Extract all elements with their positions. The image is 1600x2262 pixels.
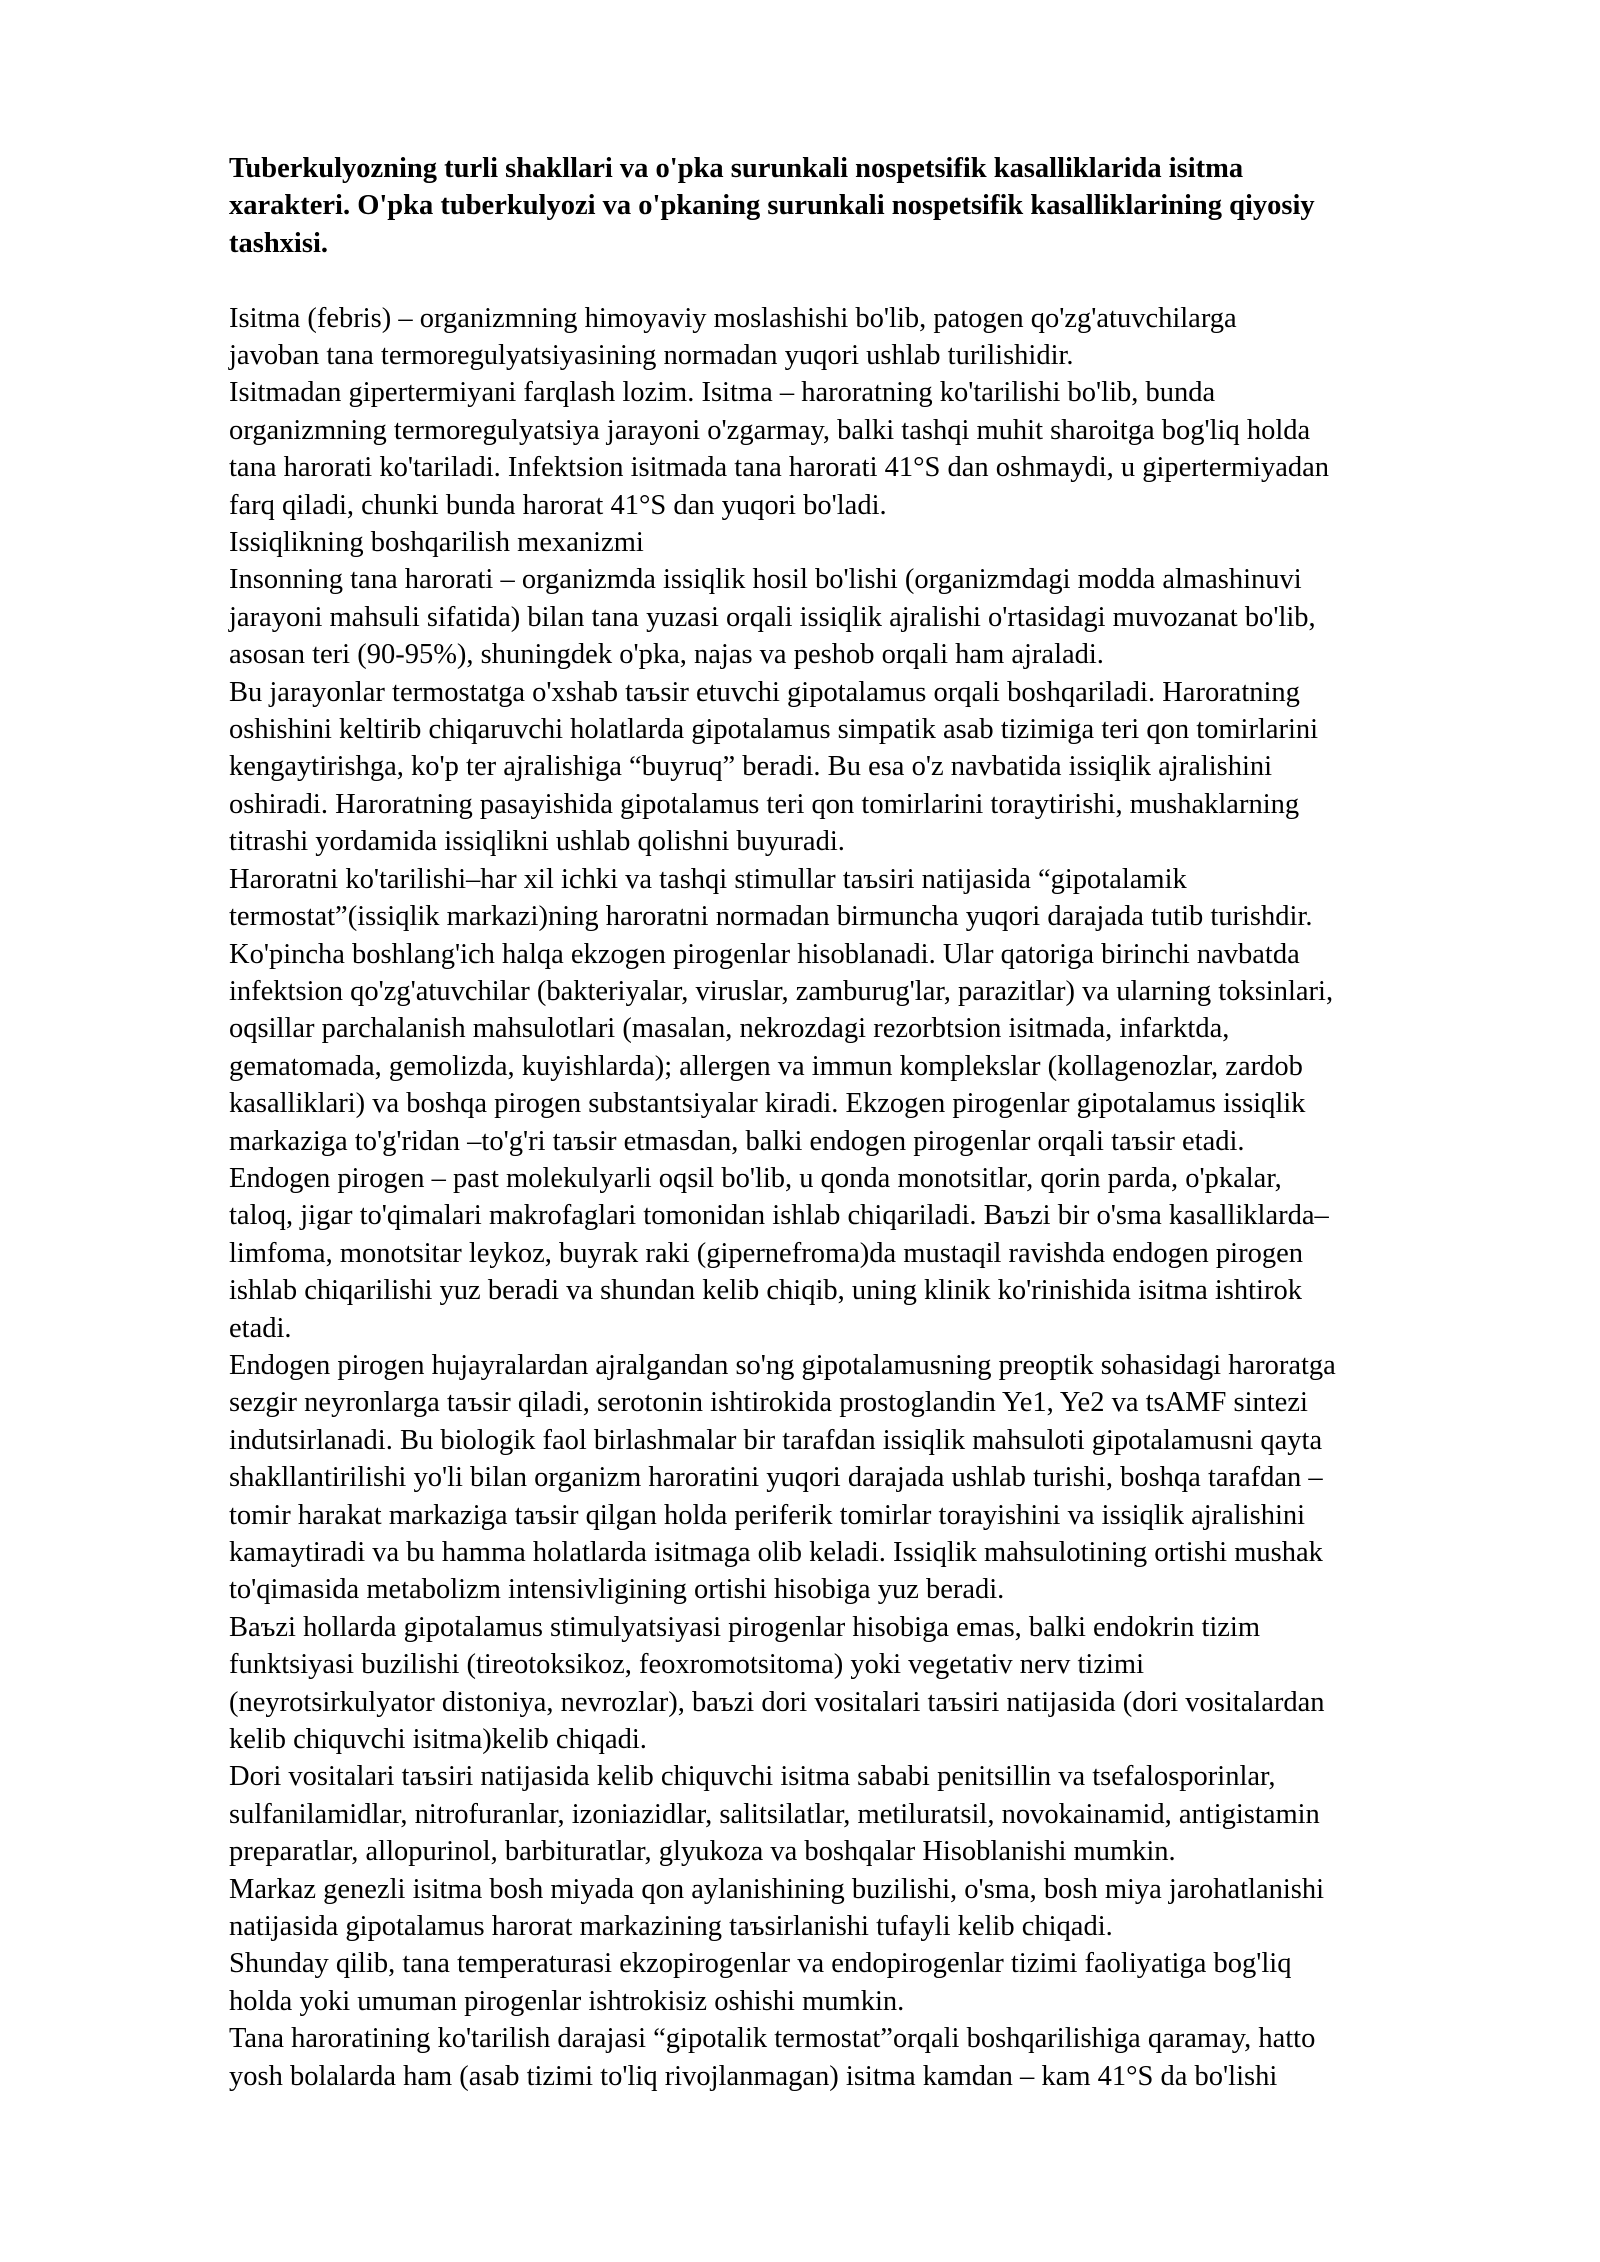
title-line: Tuberkulyozning turli shakllari va o'pka surunkali nospetsifik kasalliklarida isitma <box>229 153 1244 184</box>
body-text-line: Endogen pirogen hujayralardan ajralgandan so'ng gipotalamusning preoptik sohasidagi haroratga <box>229 1349 1336 1381</box>
body-text-line: Isitmadan gipertermiyani farqlash lozim. Isitma – haroratning ko'tarilishi bo'lib, bunda <box>229 377 1216 409</box>
body-text-line: gematomada, gemolizda, kuyishlarda); allergen va immun komplekslar (kollagenozlar, zardob <box>229 1050 1303 1082</box>
body-text-line: Shunday qilib, tana temperaturasi ekzopirogenlar va endopirogenlar tizimi faoliyatiga bog'liq <box>229 1948 1292 1980</box>
body-text-line: kamaytiradi va bu hamma holatlarda isitmaga olib keladi. Issiqlik mahsulotining ortishi mushak <box>229 1537 1323 1569</box>
body-text-line: markaziga to'g'ridan –to'g'ri taъsir etmasdan, balki endogen pirogenlar orqali taъsir etadi. <box>229 1125 1245 1157</box>
body-text-line: oqsillar parchalanish mahsulotlari (masalan, nekrozdagi rezorbtsion isitmada, infarktda, <box>229 1013 1230 1045</box>
body-text-line: infektsion qo'zg'atuvchilar (bakteriyalar, viruslar, zamburug'lar, parazitlar) va ularning toksinlari, <box>229 975 1334 1007</box>
body-text-line: Bu jarayonlar termostatga o'xshab taъsir etuvchi gipotalamus orqali boshqariladi. Haroratning <box>229 676 1300 708</box>
body-text-line: Issiqlikning boshqarilish mexanizmi <box>229 527 644 559</box>
body-text-line: sulfanilamidlar, nitrofuranlar, izoniazidlar, salitsilatlar, metiluratsil, novokainamid, antigistamin <box>229 1798 1320 1830</box>
document-page <box>229 150 1529 2095</box>
body-text-line: natijasida gipotalamus harorat markazining taъsirlanishi tufayli kelib chiqadi. <box>229 1911 1113 1943</box>
body-text-line: ishlab chiqarilishi yuz beradi va shundan kelib chiqib, uning klinik ko'rinishida isitma ishtirok <box>229 1275 1302 1307</box>
body-text-line: oshiradi. Haroratning pasayishida gipotalamus teri qon tomirlarini toraytirishi, mushaklarning <box>229 788 1300 820</box>
title-line: tashxisi. <box>229 227 328 259</box>
body-text-line: Haroratni ko'tarilishi–har xil ichki va tashqi stimullar taъsiri natijasida “gipotalamik <box>229 863 1187 895</box>
body-text-line: taloq, jigar to'qimalari makrofaglari tomonidan ishlab chiqariladi. Baъzi bir o'sma kasalliklarda– <box>229 1200 1329 1232</box>
body-text-line: titrashi yordamida issiqlikni ushlab qolishni buyuradi. <box>229 826 845 858</box>
body-text-line: termostat”(issiqlik markazi)ning haroratni normadan birmuncha yuqori darajada tutib turishdir. <box>229 901 1313 933</box>
body-text-line: Dori vositalari taъsiri natijasida kelib chiquvchi isitma sababi penitsillin va tsefalosporinlar, <box>229 1761 1276 1793</box>
body-text-line: Endogen pirogen – past molekulyarli oqsil bo'lib, u qonda monotsitlar, qorin parda, o'pkalar, <box>229 1162 1282 1194</box>
body-text-line: holda yoki umuman pirogenlar ishtrokisiz oshishi mumkin. <box>229 1985 905 2017</box>
body-text-line: Baъzi hollarda gipotalamus stimulyatsiyasi pirogenlar hisobiga emas, balki endokrin tizim <box>229 1611 1261 1643</box>
body-text-line: javoban tana termoregulyatsiyasining normadan yuqori ushlab turilishidir. <box>229 340 1074 372</box>
body-text-line: etadi. <box>229 1312 292 1344</box>
body-text-line: limfoma, monotsitar leykoz, buyrak raki (gipernefroma)da mustaqil ravishda endogen pirogen <box>229 1237 1303 1269</box>
document-body <box>229 300 1529 2096</box>
body-text-line: tomir harakat markaziga taъsir qilgan holda periferik tomirlar torayishini va issiqlik ajralishini <box>229 1499 1306 1531</box>
body-text-line: Ko'pincha boshlang'ich halqa ekzogen pirogenlar hisoblanadi. Ular qatoriga birinchi navbatda <box>229 938 1300 970</box>
body-text-line: sezgir neyronlarga taъsir qiladi, serotonin ishtirokida prostoglandin Ye1, Ye2 va tsAMF sintezi <box>229 1387 1308 1419</box>
body-text-line: Isitma (febris) – organizmning himoyaviy moslashishi bo'lib, patogen qo'zg'atuvchilarga <box>229 302 1237 334</box>
body-text-line: yosh bolalarda ham (asab tizimi to'liq rivojlanmagan) isitma kamdan – kam 41°S da bo'lishi <box>229 2060 1278 2092</box>
body-text-line: shakllantirilishi yo'li bilan organizm haroratini yuqori darajada ushlab turishi, boshqa tarafdan – <box>229 1462 1323 1494</box>
body-text-line: Insonning tana harorati – organizmda issiqlik hosil bo'lishi (organizmdagi modda almashinuvi <box>229 564 1302 596</box>
title-line: xarakteri. O'pka tuberkulyozi va o'pkaning surunkali nospetsifik kasalliklarining qiyosiy <box>229 190 1315 222</box>
body-text-line: farq qiladi, chunki bunda harorat 41°S dan yuqori bo'ladi. <box>229 489 887 521</box>
body-text-line: tana harorati ko'tariladi. Infektsion isitmada tana harorati 41°S dan oshmaydi, u gipertermiyadan <box>229 452 1329 484</box>
body-text-line: organizmning termoregulyatsiya jarayoni o'zgarmay, balki tashqi muhit sharoitga bog'liq holda <box>229 414 1311 446</box>
body-text-line: kelib chiquvchi isitma)kelib chiqadi. <box>229 1724 647 1756</box>
document-title <box>229 150 1529 262</box>
body-text-line: oshishini keltirib chiqaruvchi holatlarda gipotalamus simpatik asab tizimiga teri qon tomirlarini <box>229 714 1319 746</box>
body-text-line: Tana haroratining ko'tarilish darajasi “gipotalik termostat”orqali boshqarilishiga qaramay, hatto <box>229 2023 1316 2055</box>
body-text-line: preparatlar, allopurinol, barbituratlar, glyukoza va boshqalar Hisoblanishi mumkin. <box>229 1836 1176 1868</box>
body-text-line: to'qimasida metabolizm intensivligining ortishi hisobiga yuz beradi. <box>229 1574 1005 1606</box>
body-text-line: kasalliklari) va boshqa pirogen substantsiyalar kiradi. Ekzogen pirogenlar gipotalamus issiqlik <box>229 1088 1306 1120</box>
body-text-line: Markaz genezli isitma bosh miyada qon aylanishining buzilishi, o'sma, bosh miya jarohatlanishi <box>229 1873 1325 1905</box>
body-text-line: (neyrotsirkulyator distoniya, nevrozlar), baъzi dori vositalari taъsiri natijasida (dori vositalardan <box>229 1686 1325 1718</box>
body-text-line: kengaytirishga, ko'p ter ajralishiga “buyruq” beradi. Bu esa o'z navbatida issiqlik ajralishini <box>229 751 1273 783</box>
body-text-line: jarayoni mahsuli sifatida) bilan tana yuzasi orqali issiqlik ajralishi o'rtasidagi muvozanat bo'lib, <box>229 601 1316 633</box>
body-text-line: asosan teri (90-95%), shuningdek o'pka, najas va peshob orqali ham ajraladi. <box>229 639 1104 671</box>
body-text-line: funktsiyasi buzilishi (tireotoksikoz, feoxromotsitoma) yoki vegetativ nerv tizimi <box>229 1649 1144 1681</box>
body-text-line: indutsirlanadi. Bu biologik faol birlashmalar bir tarafdan issiqlik mahsuloti gipotalamusni qayta <box>229 1424 1323 1456</box>
